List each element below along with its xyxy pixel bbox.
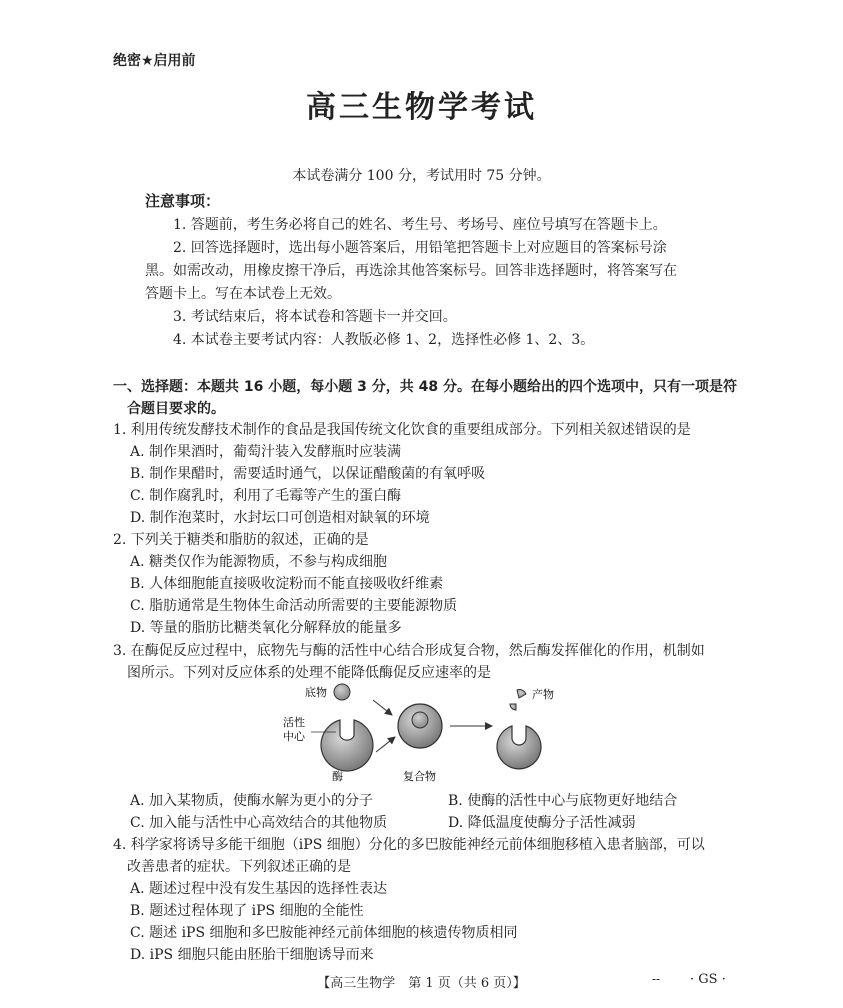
question-4-option-c: C. 题述 iPS 细胞和多巴胺能神经元前体细胞的核遗传物质相同 — [130, 925, 518, 941]
section-heading-line-1: 一、选择题：本题共 16 小题，每小题 3 分，共 48 分。在每小题给出的四个选项中，只有一项是符 — [113, 379, 737, 395]
question-2-stem: 2. 下列关于糖类和脂肪的叙述，正确的是 — [113, 532, 369, 548]
exam-info: 本试卷满分 100 分，考试用时 75 分钟。 — [292, 168, 551, 184]
enzyme-label: 酶 — [332, 770, 343, 783]
footer-dash: -- — [652, 972, 661, 986]
question-1-option-c: C. 制作腐乳时，利用了毛霉等产生的蛋白酶 — [130, 488, 402, 504]
complex-label: 复合物 — [403, 770, 436, 783]
question-2-option-d: D. 等量的脂肪比糖类氧化分解释放的能量多 — [130, 620, 402, 636]
question-3-stem-line-2: 图所示。下列对反应体系的处理不能降低酶促反应速率的是 — [127, 665, 491, 681]
exam-title: 高三生物学考试 — [306, 90, 537, 125]
question-4-stem-line-1: 4. 科学家将诱导多能干细胞（iPS 细胞）分化的多巴胺能神经元前体细胞移植入患者脑部，可以 — [113, 837, 705, 853]
active-site-label-line-2: 中心 — [283, 730, 305, 743]
question-1-option-b: B. 制作果醋时，需要适时通气，以保证醋酸菌的有氧呼吸 — [130, 466, 486, 482]
notice-item-1: 1. 答题前，考生务必将自己的姓名、考生号、考场号、座位号填写在答题卡上。 — [173, 217, 667, 233]
substrate-shape — [334, 684, 350, 700]
question-1-option-a: A. 制作果酒时，葡萄汁装入发酵瓶时应装满 — [130, 444, 402, 460]
question-4-option-d: D. iPS 细胞只能由胚胎干细胞诱导而来 — [130, 947, 374, 963]
question-1-stem: 1. 利用传统发酵技术制作的食品是我国传统文化饮食的重要组成部分。下列相关叙述错误的是 — [113, 422, 691, 438]
notice-heading: 注意事项： — [145, 192, 221, 210]
released-enzyme-shape — [497, 726, 541, 769]
question-4-option-b: B. 题述过程体现了 iPS 细胞的全能性 — [130, 903, 364, 919]
section-heading-line-2: 合题目要求的。 — [127, 401, 225, 417]
notice-item-2-line-1: 2. 回答选择题时，选出每小题答案后，用铅笔把答题卡上对应题目的答案标号涂 — [173, 240, 667, 256]
product-piece-1 — [517, 690, 526, 698]
question-3-option-a: A. 加入某物质，使酶水解为更小的分子 — [130, 793, 374, 809]
bound-substrate-shape — [412, 712, 428, 728]
confidential-label: 绝密★启用前 — [113, 53, 196, 69]
footer-code: · GS · — [690, 972, 726, 987]
question-3-option-d: D. 降低温度使酶分子活性减弱 — [448, 815, 636, 831]
enzyme-mechanism-figure — [270, 682, 570, 788]
question-4-option-a: A. 题述过程中没有发生基因的选择性表达 — [130, 881, 388, 897]
product-label: 产物 — [532, 688, 554, 701]
question-3-option-c: C. 加入能与活性中心高效结合的其他物质 — [130, 815, 388, 831]
binding-arrow — [373, 700, 392, 715]
active-site-label-line-1: 活性 — [283, 716, 305, 729]
notice-item-2-line-3: 答题卡上。写在本试卷上无效。 — [145, 286, 341, 302]
notice-item-3: 3. 考试结束后，将本试卷和答题卡一并交回。 — [173, 309, 457, 325]
product-piece-2 — [510, 704, 516, 710]
question-2-option-c: C. 脂肪通常是生物体生命活动所需要的主要能源物质 — [130, 598, 458, 614]
notice-item-2-line-2: 黑。如需改动，用橡皮擦干净后，再选涂其他答案标号。回答非选择题时，将答案写在 — [145, 263, 677, 279]
enzyme-shape — [321, 720, 373, 771]
question-3-option-b: B. 使酶的活性中心与底物更好地结合 — [448, 793, 678, 809]
question-2-option-a: A. 糖类仅作为能源物质，不参与构成细胞 — [130, 554, 388, 570]
binding-arrow-lower — [376, 737, 395, 752]
notice-item-4: 4. 本试卷主要考试内容：人教版必修 1、2，选择性必修 1、2、3。 — [173, 332, 595, 348]
question-1-option-d: D. 制作泡菜时，水封坛口可创造相对缺氧的环境 — [130, 510, 430, 526]
question-2-option-b: B. 人体细胞能直接吸收淀粉而不能直接吸收纤维素 — [130, 576, 444, 592]
question-3-stem-line-1: 3. 在酶促反应过程中，底物先与酶的活性中心结合形成复合物，然后酶发挥催化的作用，机制如 — [113, 643, 705, 659]
page-footer: 【高三生物学 第 1 页（共 6 页）】 — [317, 976, 526, 991]
substrate-label: 底物 — [305, 686, 327, 699]
question-4-stem-line-2: 改善患者的症状。下列叙述正确的是 — [127, 859, 351, 875]
